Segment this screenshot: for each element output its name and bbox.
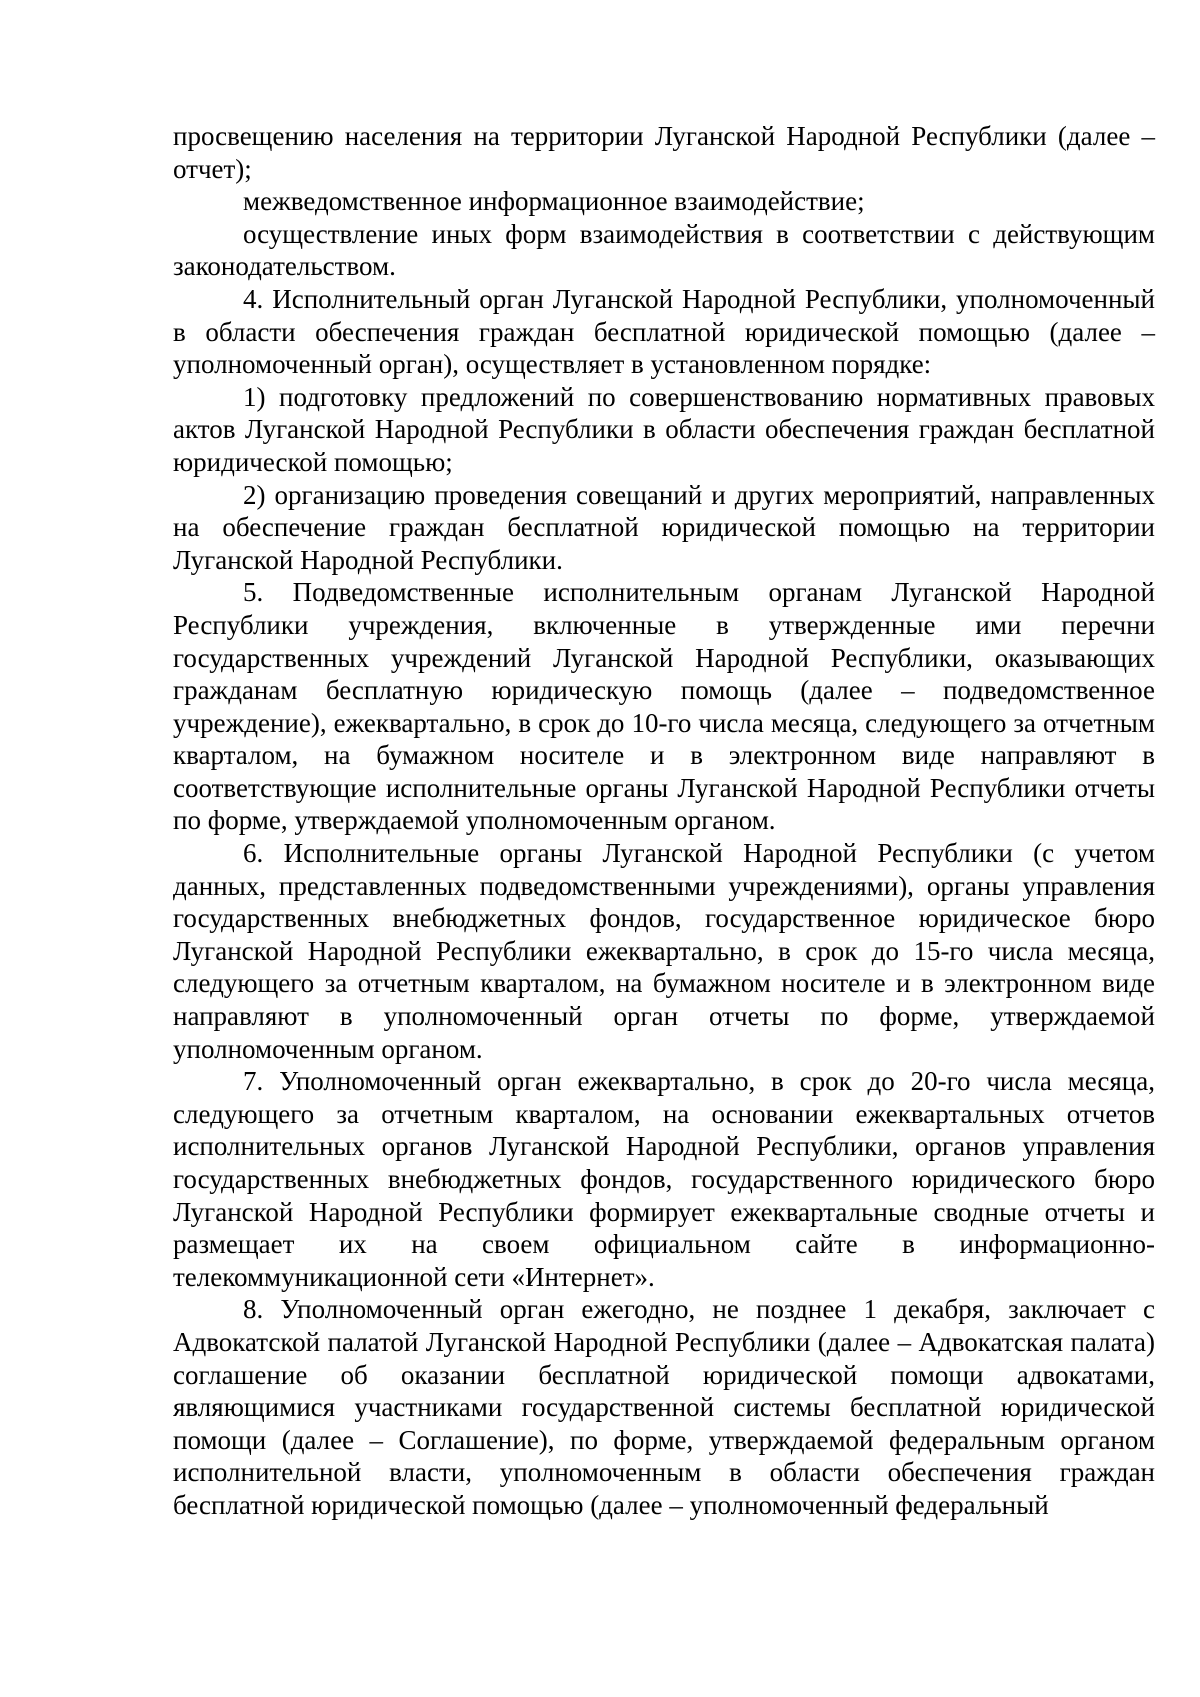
paragraph-item-8: 8. Уполномоченный орган ежегодно, не позднее 1 декабря, заключает с Адвокатской палатой Луганской Народной Республики (далее – Адвокатская палата) соглашение об оказании бесплатной юридической помощи адвокатами, являющимися участниками государственной системы бесплатной юридической помощи (далее – Соглашение), по форме, утверждаемой федеральным органом исполнительной власти, уполномоченным в области обеспечения граждан бесплатной юридической помощью (далее – уполномоченный федеральный [173,1294,1155,1520]
paragraph-interdepartmental-interaction: межведомственное информационное взаимодействие; [243,186,865,217]
paragraph-item-4-1: 1) подготовку предложений по совершенствованию нормативных правовых актов Луганской Народной Республики в области обеспечения граждан бесплатной юридической помощью; [173,381,1155,477]
paragraph-item-5: 5. Подведомственные исполнительным органам Луганской Народной Республики учреждения, включенные в утвержденные ими перечни государственных учреждений Луганской Народной Республики, оказывающих гражданам бесплатную юридическую помощь (далее – подведомственное учреждение), ежеквартально, в срок до 10-го числа месяца, следующего за отчетным кварталом, на бумажном носителе и в электронном виде направляют в соответствующие исполнительные органы Луганской Народной Республики отчеты по форме, утверждаемой уполномоченным органом. [173,577,1155,836]
paragraph-continuation: просвещению населения на территории Луганской Народной Республики (далее – отчет); [173,121,1155,184]
document-page [173,120,1155,1522]
paragraph-other-forms: осуществление иных форм взаимодействия в соответствии с действующим законодательством. [173,218,1155,282]
paragraph-item-4: 4. Исполнительный орган Луганской Народной Республики, уполномоченный в области обеспечения граждан бесплатной юридической помощью (далее – уполномоченный орган), осуществляет в установленном порядке: [173,283,1155,380]
paragraph-item-4-2: 2) организацию проведения совещаний и других мероприятий, направленных на обеспечение граждан бесплатной юридической помощью на территории Луганской Народной Республики. [173,479,1155,575]
paragraph-item-6: 6. Исполнительные органы Луганской Народной Республики (с учетом данных, представленных подведомственными учреждениями), органы управления государственных внебюджетных фондов, государственное юридическое бюро Луганской Народной Республики ежеквартально, в срок до 15-го числа месяца, следующего за отчетным кварталом, на бумажном носителе и в электронном виде направляют в уполномоченный орган отчеты по форме, утверждаемой уполномоченным органом. [173,838,1155,1064]
paragraph-item-7: 7. Уполномоченный орган ежеквартально, в срок до 20-го числа месяца, следующего за отчетным кварталом, на основании ежеквартальных отчетов исполнительных органов Луганской Народной Республики, органов управления государственных внебюджетных фондов, государственного юридического бюро Луганской Народной Республики формирует ежеквартальные сводные отчеты и размещает их на своем официальном сайте в информационно-телекоммуникационной сети «Интернет». [173,1066,1155,1292]
